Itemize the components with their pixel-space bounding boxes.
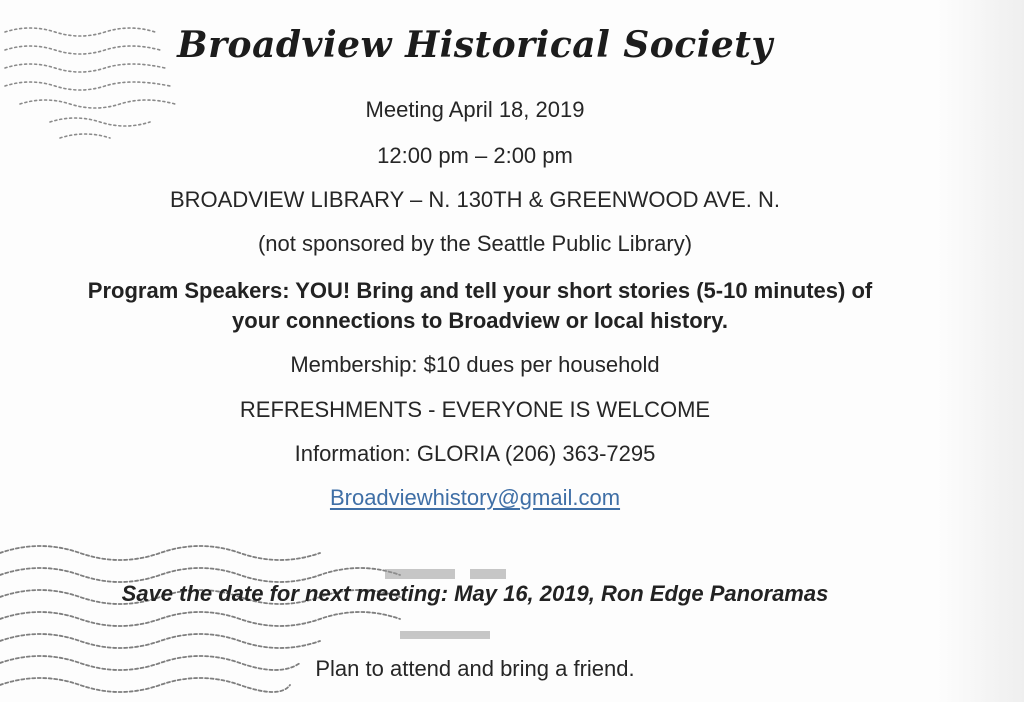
save-the-date: Save the date for next meeting: May 16, 2019, Ron Edge Panoramas <box>121 581 829 606</box>
membership-dues: Membership: $10 dues per household <box>290 352 660 377</box>
scan-edge-shadow <box>938 0 1024 702</box>
meeting-time: 12:00 pm – 2:00 pm <box>377 143 573 168</box>
meeting-date: Meeting April 18, 2019 <box>365 97 585 122</box>
program-speakers: Program Speakers: YOU! Bring and tell your short stories (5-10 minutes) of your connections to Broadview or local history. <box>87 278 873 333</box>
refreshments-notice: REFRESHMENTS - EVERYONE IS WELCOME <box>239 397 711 422</box>
meeting-location: BROADVIEW LIBRARY – N. 130TH & GREENWOOD AVE. N. <box>169 187 781 212</box>
email-line <box>0 485 950 511</box>
sponsorship-disclaimer: (not sponsored by the Seattle Public Library) <box>257 231 693 256</box>
email-link[interactable]: Broadviewhistory@gmail.com <box>329 485 621 510</box>
society-title: Broadview Historical Society <box>177 24 773 66</box>
contact-information: Information: GLORIA (206) 363-7295 <box>294 441 656 466</box>
plan-to-attend: Plan to attend and bring a friend. <box>315 656 635 681</box>
